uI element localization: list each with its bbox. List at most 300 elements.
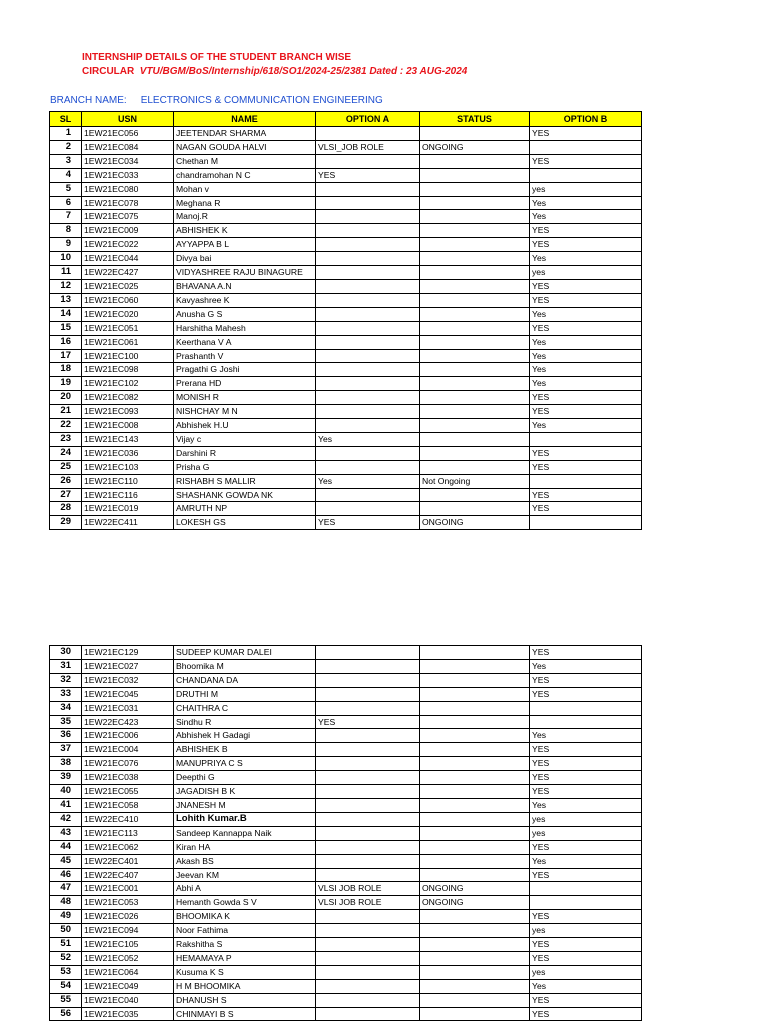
cell-name: BHAVANA A.N [174,279,316,293]
cell-status [420,771,530,785]
cell-option-b [530,896,642,910]
table-row [50,882,642,896]
cell-status [420,924,530,938]
cell-name: NISHCHAY M N [174,405,316,419]
cell-option-a [316,238,420,252]
cell-status [420,405,530,419]
cell-sl: 33 [50,687,82,701]
cell-usn: 1EW21EC060 [82,293,174,307]
cell-name: H M BHOOMIKA [174,979,316,993]
cell-status [420,377,530,391]
table-row [50,335,642,349]
cell-option-a [316,812,420,826]
cell-option-a: VLSI JOB ROLE [316,882,420,896]
cell-name: CHINMAYI B S [174,1007,316,1021]
cell-usn: 1EW21EC004 [82,743,174,757]
cell-option-a: VLSI JOB ROLE [316,896,420,910]
cell-sl: 26 [50,474,82,488]
table-row [50,321,642,335]
cell-option-b: YES [530,673,642,687]
table-row [50,432,642,446]
cell-status [420,868,530,882]
cell-status [420,826,530,840]
table-row [50,854,642,868]
cell-option-a [316,924,420,938]
cell-status [420,854,530,868]
column-header-usn: USN [82,112,174,127]
cell-option-a [316,868,420,882]
cell-name: chandramohan N C [174,168,316,182]
cell-usn: 1EW21EC022 [82,238,174,252]
cell-status [420,965,530,979]
cell-sl: 18 [50,363,82,377]
table-row [50,460,642,474]
cell-option-b: YES [530,279,642,293]
cell-usn: 1EW21EC032 [82,673,174,687]
table-row [50,951,642,965]
cell-name: ABHISHEK K [174,224,316,238]
cell-usn: 1EW21EC006 [82,729,174,743]
cell-status [420,293,530,307]
table-row [50,993,642,1007]
cell-option-a [316,210,420,224]
table-row [50,516,642,530]
cell-usn: 1EW21EC034 [82,154,174,168]
cell-usn: 1EW21EC143 [82,432,174,446]
table-row [50,715,642,729]
cell-sl: 39 [50,771,82,785]
table-row [50,798,642,812]
cell-sl: 41 [50,798,82,812]
cell-sl: 32 [50,673,82,687]
table-row [50,182,642,196]
cell-option-b: YES [530,993,642,1007]
cell-option-b: YES [530,743,642,757]
cell-usn: 1EW21EC093 [82,405,174,419]
cell-name: MONISH R [174,391,316,405]
cell-usn: 1EW21EC100 [82,349,174,363]
cell-sl: 49 [50,910,82,924]
cell-status [420,1007,530,1021]
cell-option-b: YES [530,687,642,701]
table-row [50,238,642,252]
cell-name: SUDEEP KUMAR DALEI [174,646,316,660]
cell-usn: 1EW21EC051 [82,321,174,335]
cell-option-b: Yes [530,377,642,391]
cell-option-a [316,321,420,335]
cell-status [420,488,530,502]
table-row [50,488,642,502]
cell-usn: 1EW21EC035 [82,1007,174,1021]
cell-sl: 19 [50,377,82,391]
table-row [50,293,642,307]
cell-name: Harshitha Mahesh [174,321,316,335]
cell-option-a [316,405,420,419]
cell-name: Prashanth V [174,349,316,363]
cell-name: BHOOMIKA K [174,910,316,924]
cell-sl: 46 [50,868,82,882]
cell-sl: 20 [50,391,82,405]
cell-sl: 28 [50,502,82,516]
table-row [50,979,642,993]
cell-sl: 22 [50,419,82,433]
cell-option-b: YES [530,154,642,168]
cell-usn: 1EW21EC105 [82,938,174,952]
cell-option-a [316,840,420,854]
cell-name: NAGAN GOUDA HALVI [174,140,316,154]
table-row [50,659,642,673]
cell-name: Sindhu R [174,715,316,729]
cell-name: Darshini R [174,446,316,460]
cell-usn: 1EW21EC061 [82,335,174,349]
cell-sl: 53 [50,965,82,979]
cell-option-b: YES [530,127,642,141]
cell-usn: 1EW22EC407 [82,868,174,882]
cell-option-b: Yes [530,363,642,377]
table-header-row [50,112,642,127]
cell-option-a [316,938,420,952]
table-row [50,771,642,785]
cell-option-a [316,279,420,293]
column-header-sl: SL [50,112,82,127]
cell-option-b [530,715,642,729]
cell-option-a [316,993,420,1007]
cell-usn: 1EW21EC027 [82,659,174,673]
cell-sl: 37 [50,743,82,757]
cell-name: Anusha G S [174,307,316,321]
cell-name: Deepthi G [174,771,316,785]
cell-option-a [316,419,420,433]
cell-usn: 1EW21EC008 [82,419,174,433]
cell-usn: 1EW21EC026 [82,910,174,924]
cell-name: Mohan v [174,182,316,196]
cell-option-a [316,673,420,687]
cell-status [420,154,530,168]
table-row [50,196,642,210]
cell-sl: 45 [50,854,82,868]
cell-option-a [316,910,420,924]
cell-status [420,659,530,673]
cell-option-b: YES [530,460,642,474]
cell-name: DRUTHI M [174,687,316,701]
cell-sl: 8 [50,224,82,238]
cell-option-b: YES [530,321,642,335]
cell-sl: 40 [50,785,82,799]
cell-status [420,307,530,321]
cell-sl: 50 [50,924,82,938]
cell-option-a: YES [316,715,420,729]
column-header-name: NAME [174,112,316,127]
table-row [50,646,642,660]
cell-sl: 16 [50,335,82,349]
cell-usn: 1EW22EC411 [82,516,174,530]
cell-option-b: YES [530,446,642,460]
cell-usn: 1EW21EC052 [82,951,174,965]
internship-table-part2 [49,645,642,1021]
cell-name: Pragathi G Joshi [174,363,316,377]
cell-option-a: YES [316,168,420,182]
cell-option-a [316,154,420,168]
cell-status: ONGOING [420,140,530,154]
cell-sl: 10 [50,252,82,266]
cell-usn: 1EW22EC401 [82,854,174,868]
cell-name: CHANDANA DA [174,673,316,687]
cell-status [420,812,530,826]
cell-name: Noor Fathima [174,924,316,938]
cell-option-a [316,979,420,993]
cell-name: Bhoomika M [174,659,316,673]
cell-name: Sandeep Kannappa Naik [174,826,316,840]
cell-sl: 6 [50,196,82,210]
table-row [50,405,642,419]
cell-name: Jeevan KM [174,868,316,882]
cell-usn: 1EW21EC116 [82,488,174,502]
cell-status [420,224,530,238]
cell-sl: 56 [50,1007,82,1021]
cell-status [420,646,530,660]
cell-option-a [316,127,420,141]
cell-usn: 1EW21EC129 [82,646,174,660]
cell-option-a [316,965,420,979]
cell-name: Kiran HA [174,840,316,854]
cell-name: JAGADISH B K [174,785,316,799]
column-header-option-b: OPTION B [530,112,642,127]
cell-name: AYYAPPA B L [174,238,316,252]
cell-option-a [316,488,420,502]
cell-option-b: Yes [530,659,642,673]
cell-option-a [316,460,420,474]
cell-sl: 7 [50,210,82,224]
cell-name: Hemanth Gowda S V [174,896,316,910]
cell-option-a: YES [316,516,420,530]
cell-usn: 1EW21EC082 [82,391,174,405]
cell-status [420,252,530,266]
cell-option-b: YES [530,840,642,854]
cell-usn: 1EW21EC113 [82,826,174,840]
table-row [50,812,642,826]
cell-usn: 1EW21EC044 [82,252,174,266]
cell-sl: 36 [50,729,82,743]
cell-option-a [316,798,420,812]
cell-name: RISHABH S MALLIR [174,474,316,488]
cell-option-b [530,432,642,446]
cell-status [420,979,530,993]
cell-status [420,182,530,196]
cell-usn: 1EW21EC053 [82,896,174,910]
cell-usn: 1EW21EC102 [82,377,174,391]
circular-label: CIRCULAR [82,66,135,77]
cell-sl: 15 [50,321,82,335]
cell-sl: 12 [50,279,82,293]
cell-status [420,363,530,377]
cell-name: Kusuma K S [174,965,316,979]
cell-option-b [530,882,642,896]
cell-sl: 42 [50,812,82,826]
cell-option-b [530,701,642,715]
cell-status [420,729,530,743]
cell-option-a [316,349,420,363]
table-row [50,687,642,701]
branch-line [50,95,383,106]
cell-option-a [316,182,420,196]
cell-status: ONGOING [420,896,530,910]
internship-table-part1 [49,111,642,530]
table-row [50,1007,642,1021]
cell-status [420,743,530,757]
cell-sl: 44 [50,840,82,854]
cell-sl: 35 [50,715,82,729]
cell-option-a: Yes [316,432,420,446]
cell-option-a [316,307,420,321]
cell-option-b [530,168,642,182]
cell-usn: 1EW22EC410 [82,812,174,826]
cell-option-b [530,474,642,488]
cell-usn: 1EW21EC049 [82,979,174,993]
cell-option-a [316,687,420,701]
cell-name: Abhishek H.U [174,419,316,433]
cell-name: Lohith Kumar.B [174,812,316,826]
cell-option-a [316,854,420,868]
branch-value: ELECTRONICS & COMMUNICATION ENGINEERING [140,95,383,106]
column-header-option-a: OPTION A [316,112,420,127]
cell-usn: 1EW21EC055 [82,785,174,799]
cell-status [420,460,530,474]
table-row [50,154,642,168]
cell-sl: 5 [50,182,82,196]
cell-option-b: YES [530,238,642,252]
cell-name: Keerthana V A [174,335,316,349]
cell-name: Rakshitha S [174,938,316,952]
cell-usn: 1EW21EC025 [82,279,174,293]
cell-sl: 29 [50,516,82,530]
cell-status [420,419,530,433]
cell-name: Vijay c [174,432,316,446]
cell-sl: 48 [50,896,82,910]
cell-usn: 1EW21EC098 [82,363,174,377]
cell-option-b: Yes [530,729,642,743]
cell-sl: 9 [50,238,82,252]
cell-name: HEMAMAYA P [174,951,316,965]
cell-usn: 1EW21EC058 [82,798,174,812]
cell-name: AMRUTH NP [174,502,316,516]
cell-status [420,335,530,349]
cell-status [420,938,530,952]
cell-option-a [316,659,420,673]
cell-name: JEETENDAR SHARMA [174,127,316,141]
cell-option-b: yes [530,965,642,979]
table-row [50,210,642,224]
cell-status [420,321,530,335]
cell-option-b: YES [530,502,642,516]
cell-option-a [316,363,420,377]
cell-usn: 1EW21EC103 [82,460,174,474]
cell-option-b: yes [530,924,642,938]
cell-status [420,951,530,965]
cell-option-a [316,771,420,785]
cell-name: SHASHANK GOWDA NK [174,488,316,502]
cell-name: CHAITHRA C [174,701,316,715]
table-row [50,965,642,979]
cell-usn: 1EW21EC075 [82,210,174,224]
table-row [50,266,642,280]
cell-sl: 4 [50,168,82,182]
circular-reference: VTU/BGM/BoS/Internship/618/SO1/2024-25/2381 Dated : 23 AUG-2024 [139,66,468,77]
cell-status [420,993,530,1007]
column-header-status: STATUS [420,112,530,127]
table-row [50,279,642,293]
table-row [50,140,642,154]
cell-name: Divya bai [174,252,316,266]
cell-option-b: yes [530,266,642,280]
cell-sl: 31 [50,659,82,673]
cell-usn: 1EW21EC019 [82,502,174,516]
cell-usn: 1EW21EC038 [82,771,174,785]
cell-name: Meghana R [174,196,316,210]
cell-option-a [316,743,420,757]
cell-option-b: Yes [530,798,642,812]
cell-usn: 1EW21EC009 [82,224,174,238]
cell-option-b: YES [530,938,642,952]
cell-option-b: Yes [530,419,642,433]
cell-option-b: yes [530,182,642,196]
cell-name: Kavyashree K [174,293,316,307]
cell-sl: 1 [50,127,82,141]
cell-sl: 13 [50,293,82,307]
cell-option-b: Yes [530,196,642,210]
cell-usn: 1EW21EC076 [82,757,174,771]
table-row [50,168,642,182]
cell-option-a [316,224,420,238]
table-row [50,910,642,924]
cell-name: ABHISHEK B [174,743,316,757]
cell-status [420,715,530,729]
cell-name: VIDYASHREE RAJU BINAGURE [174,266,316,280]
cell-name: Prisha G [174,460,316,474]
cell-sl: 11 [50,266,82,280]
branch-label: BRANCH NAME: [50,95,127,106]
cell-sl: 3 [50,154,82,168]
cell-sl: 14 [50,307,82,321]
cell-status [420,349,530,363]
cell-status [420,785,530,799]
table-row [50,729,642,743]
cell-status: ONGOING [420,516,530,530]
cell-status [420,701,530,715]
cell-usn: 1EW21EC033 [82,168,174,182]
cell-option-b: YES [530,391,642,405]
table-row [50,307,642,321]
cell-name: Manoj.R [174,210,316,224]
cell-option-a [316,951,420,965]
cell-usn: 1EW21EC110 [82,474,174,488]
table-row [50,673,642,687]
cell-status [420,279,530,293]
cell-status [420,757,530,771]
cell-name: Abhi A [174,882,316,896]
cell-name: Abhishek H Gadagi [174,729,316,743]
cell-option-a [316,196,420,210]
table-row [50,377,642,391]
cell-sl: 43 [50,826,82,840]
cell-usn: 1EW21EC084 [82,140,174,154]
cell-option-a [316,646,420,660]
cell-name: Akash BS [174,854,316,868]
table-row [50,502,642,516]
cell-option-a [316,1007,420,1021]
cell-option-b: YES [530,488,642,502]
cell-name: DHANUSH S [174,993,316,1007]
cell-option-a [316,826,420,840]
